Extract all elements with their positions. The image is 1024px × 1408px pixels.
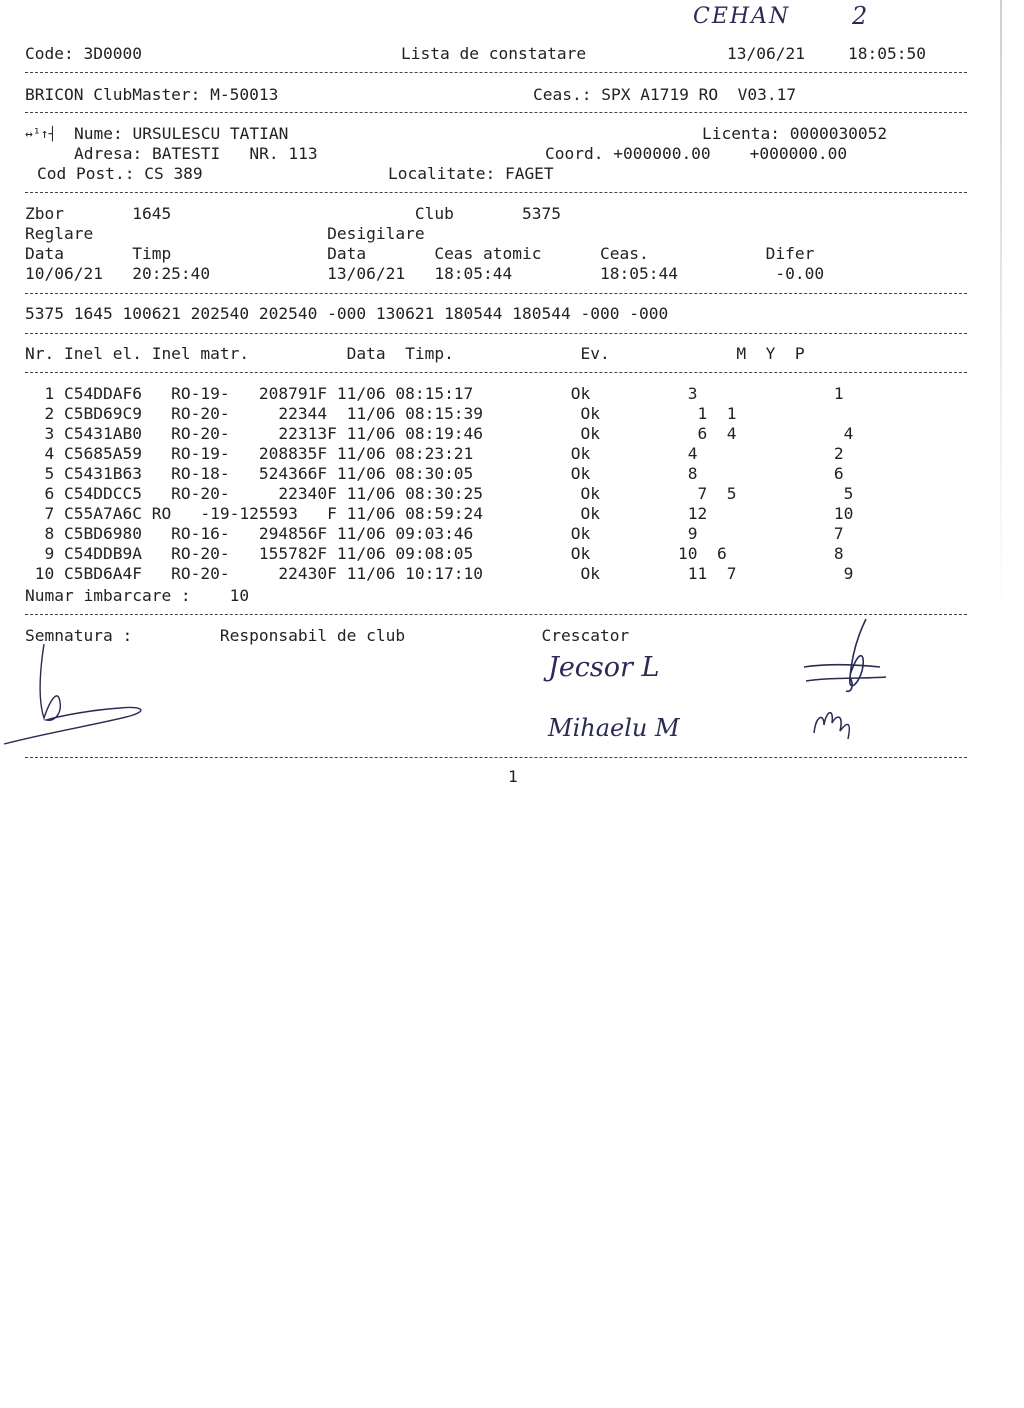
divider [25,372,967,373]
summary-line: 5375 1645 100621 202540 202540 -000 130621 180544 180544 -000 -000 [25,304,669,323]
table-header: Nr. Inel el. Inel matr. Data Timp. Ev. M Y P [25,344,805,363]
handwritten-annotation: CEHAN [693,4,791,29]
divider [25,333,967,334]
page-number: 1 [508,767,518,786]
table-row: 3 C5431AB0 RO-20- 22313F 11/06 08:19:46 Ok 6 4 4 [25,424,854,443]
owner-license: Licenta: 0000030052 [702,124,888,143]
boarding-count: Numar imbarcare : 10 [25,586,250,605]
document-time: 18:05:50 [848,44,926,63]
owner-locality: Localitate: FAGET [388,164,554,183]
signature-labels: Semnatura : Responsabil de club Crescator [25,626,630,645]
signature-scribble-left [0,640,160,750]
table-row: 5 C5431B63 RO-18- 524366F 11/06 08:30:05 Ok 8 6 [25,464,844,483]
table-row: 2 C5BD69C9 RO-20- 22344 11/06 08:15:39 Ok 1 1 [25,404,737,423]
handwritten-signature-1: Jecsor L [548,652,660,683]
owner-coordinates: Coord. +000000.00 +000000.00 [545,144,848,163]
flight-line: Zbor 1645 Club 5375 [25,204,562,223]
divider [25,192,967,193]
table-row: 9 C54DDB9A RO-20- 155782F 11/06 09:08:05 Ok 10 6 8 [25,544,844,563]
device-info: BRICON ClubMaster: M-50013 [25,85,279,104]
table-row: 8 C5BD6980 RO-16- 294856F 11/06 09:03:46 Ok 9 7 [25,524,844,543]
table-row: 4 C5685A59 RO-19- 208835F 11/06 08:23:21 Ok 4 2 [25,444,844,463]
owner-address: Adresa: BATESTI NR. 113 [74,144,318,163]
flight-line: 10/06/21 20:25:40 13/06/21 18:05:44 18:05:44 -0.00 [25,264,825,283]
table-row: 7 C55A7A6C RO -19-125593 F 11/06 08:59:24 Ok 12 10 [25,504,854,523]
document-date: 13/06/21 [727,44,805,63]
clock-info: Ceas.: SPX A1719 RO V03.17 [533,85,797,104]
handwritten-page-number: 2 [852,2,868,30]
flight-line: Data Timp Data Ceas atomic Ceas. Difer [25,244,815,263]
divider [25,72,967,73]
owner-glyphs: ↔¹↑┤ [25,127,57,142]
table-row: 6 C54DDCC5 RO-20- 22340F 11/06 08:30:25 Ok 7 5 5 [25,484,854,503]
divider [25,757,967,758]
owner-name: Nume: URSULESCU TATIAN [74,124,289,143]
handwritten-signature-2: Mihaelu M [548,714,680,742]
signature-scribble-right [800,615,900,745]
divider [25,293,967,294]
divider [25,112,967,113]
table-row: 10 C5BD6A4F RO-20- 22430F 11/06 10:17:10 Ok 11 7 9 [25,564,854,583]
document-code: Code: 3D0000 [25,44,142,63]
table-row: 1 C54DDAF6 RO-19- 208791F 11/06 08:15:17 Ok 3 1 [25,384,844,403]
flight-line: Reglare Desigilare [25,224,425,243]
page-edge-shadow [1000,0,1002,620]
document-title: Lista de constatare [401,44,587,63]
owner-postal-code: Cod Post.: CS 389 [37,164,203,183]
